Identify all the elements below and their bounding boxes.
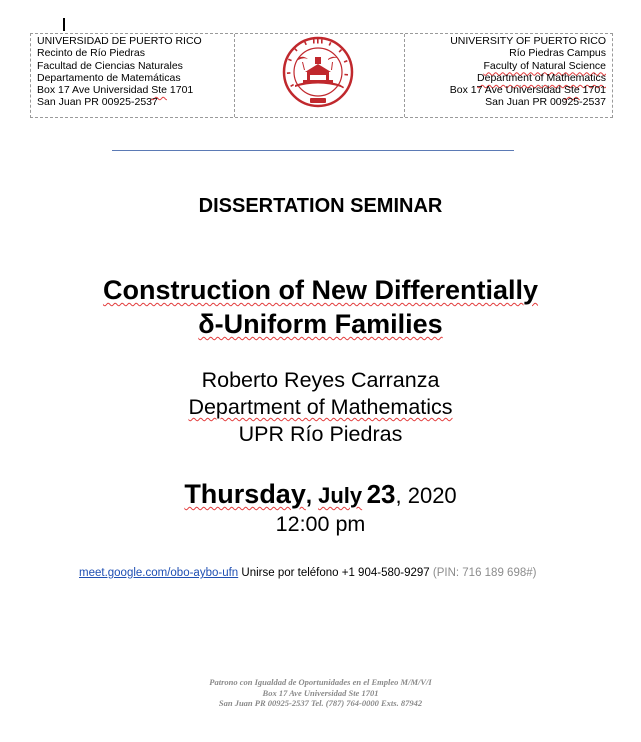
letterhead-line: Facultad de Ciencias Naturales (37, 59, 183, 72)
horizontal-rule (112, 150, 514, 151)
letterhead-english (450, 35, 606, 109)
letterhead-line: Recinto de Río Piedras (37, 47, 145, 60)
letterhead-line: San Juan PR 00925-2537 (485, 96, 606, 109)
date-day: Thursday (184, 479, 306, 509)
title-line-1 (0, 273, 641, 307)
footer-line-2: Box 17 Ave Universidad Ste 1701 (262, 687, 379, 698)
event-type-heading: DISSERTATION SEMINAR (198, 195, 443, 217)
letterhead-line: Faculty of Natural Science (483, 59, 606, 72)
footer (0, 677, 641, 709)
header-divider-left (234, 34, 235, 117)
header-divider-right (404, 34, 405, 117)
text-cursor (63, 18, 65, 31)
letterhead-line: Box 17 Ave Universidad Ste 1701 (449, 84, 606, 97)
presenter-department: Department of Mathematics (188, 395, 453, 419)
meet-link[interactable]: meet.google.com/obo-aybo-ufn (79, 567, 239, 579)
footer-line-3: San Juan PR 00925-2537 Tel. (787) 764-0000 Exts. 87942 (218, 698, 423, 708)
date-year: 2020 (407, 483, 457, 508)
footer-line-1: Patrono con Igualdad de Oportunidades en el Empleo M/M/V/I (209, 677, 432, 687)
presenter-name: Roberto Reyes Carranza (201, 368, 440, 392)
phone-info: Unirse por teléfono +1 904-580-9297 (241, 567, 430, 579)
letterhead-line: Departamento de Matemáticas (37, 71, 181, 84)
title-text: δ-Uniform Families (198, 309, 443, 339)
university-seal-icon (282, 36, 354, 108)
pin-info: (PIN: 716 189 698#) (432, 567, 537, 579)
presenter-campus: UPR Río Piedras (238, 422, 403, 446)
seminar-title (0, 273, 641, 341)
letterhead-line: Box 17 Ave Universidad Ste 1701 (37, 84, 194, 97)
presenter-block (0, 367, 641, 448)
letterhead-line: UNIVERSIDAD DE PUERTO RICO (37, 35, 202, 47)
title-line-2 (0, 307, 641, 341)
event-date: Thursday, July 23, 2020 (184, 479, 457, 509)
letterhead-line: Río Piedras Campus (509, 47, 606, 60)
letterhead (30, 33, 613, 118)
letterhead-spanish (37, 35, 202, 109)
date-number: 23 (366, 479, 396, 509)
title-text: Construction of New Differentially (102, 275, 539, 305)
letterhead-line: UNIVERSITY OF PUERTO RICO (450, 35, 606, 47)
letterhead-line: Department of Mathematics (477, 71, 606, 84)
meeting-info (79, 567, 536, 579)
event-time: 12:00 pm (275, 512, 366, 536)
date-month: July (318, 483, 363, 508)
letterhead-line: San Juan PR 00925-2537 (37, 96, 158, 109)
